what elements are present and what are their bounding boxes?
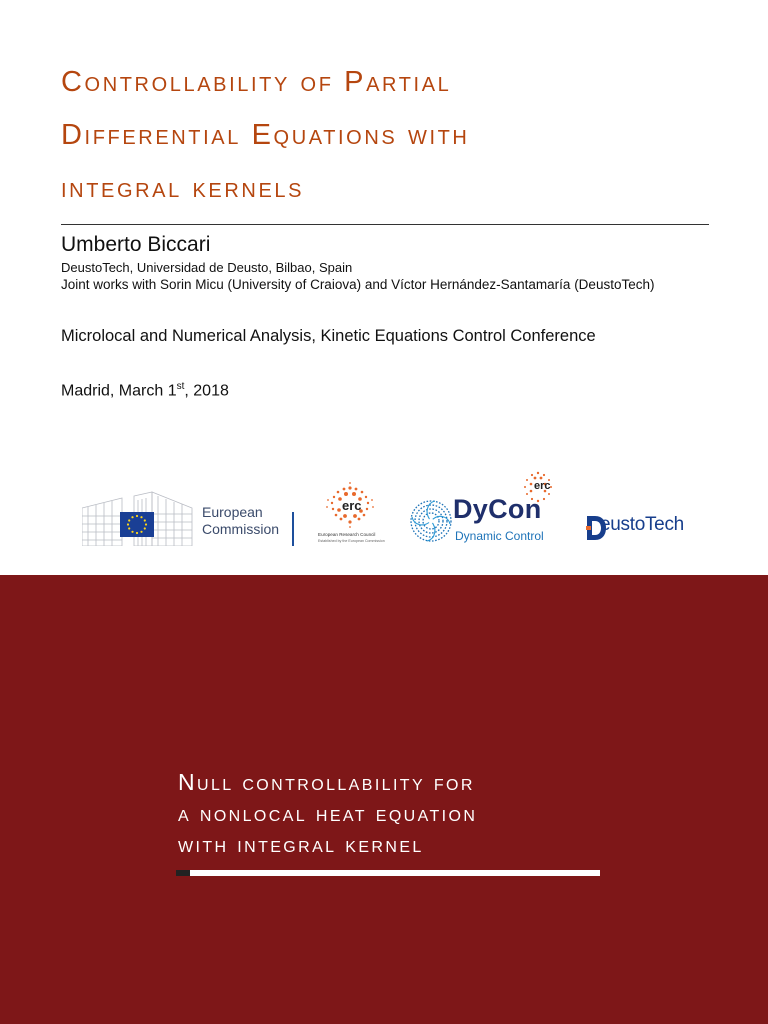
date-prefix: Madrid, March 1 (61, 382, 177, 400)
dycon-erc-label: erc (534, 480, 551, 492)
title-line: Controllability of Partial (61, 66, 452, 98)
conference-name: Microlocal and Numerical Analysis, Kinetic Equations Control Conference (61, 327, 596, 345)
presentation-date (61, 381, 229, 400)
ec-line1: European (202, 504, 263, 520)
date-suffix: , 2018 (184, 382, 229, 400)
ec-separator (292, 512, 294, 546)
erc-label: erc (342, 498, 362, 513)
presentation-title (61, 56, 711, 215)
title-line: Differential Equations with (61, 119, 470, 151)
ec-line2: Commission (202, 521, 280, 537)
section-slide (0, 575, 768, 1024)
section-title-line: Null controllability for (178, 769, 475, 795)
section-underline (176, 870, 600, 876)
ec-building-icon (82, 490, 194, 546)
erc-tagline: Established by the European Commission (318, 539, 385, 543)
date-superscript: st (176, 381, 185, 392)
deustotech-logo (586, 512, 706, 542)
author-name: Umberto Biccari (61, 233, 211, 256)
section-underline-accent (176, 870, 190, 876)
dycon-wordmark: DyCon (453, 494, 542, 524)
dycon-logo (408, 470, 558, 550)
joint-works-note: Joint works with Sorin Micu (University of Craiova) and Víctor Hernández-Santamaría (DeustoTech) (61, 277, 655, 292)
sponsor-logos (0, 470, 768, 560)
author-affiliation: DeustoTech, Universidad de Deusto, Bilbao, Spain (61, 260, 353, 275)
section-title-line: a nonlocal heat equation (178, 800, 478, 826)
title-divider (61, 224, 709, 225)
section-title-line: with integral kernel (178, 831, 424, 857)
erc-logo (312, 480, 387, 552)
section-title (178, 767, 618, 860)
dycon-subtitle: Dynamic Control (455, 529, 544, 543)
european-commission-logo (82, 490, 297, 550)
ec-wordmark (202, 504, 279, 538)
erc-subtitle: European Research Council (318, 532, 376, 537)
title-line: integral kernels (61, 172, 305, 204)
dycon-spiral-icon (408, 498, 454, 544)
deustotech-wordmark: eustoTech (600, 514, 684, 535)
